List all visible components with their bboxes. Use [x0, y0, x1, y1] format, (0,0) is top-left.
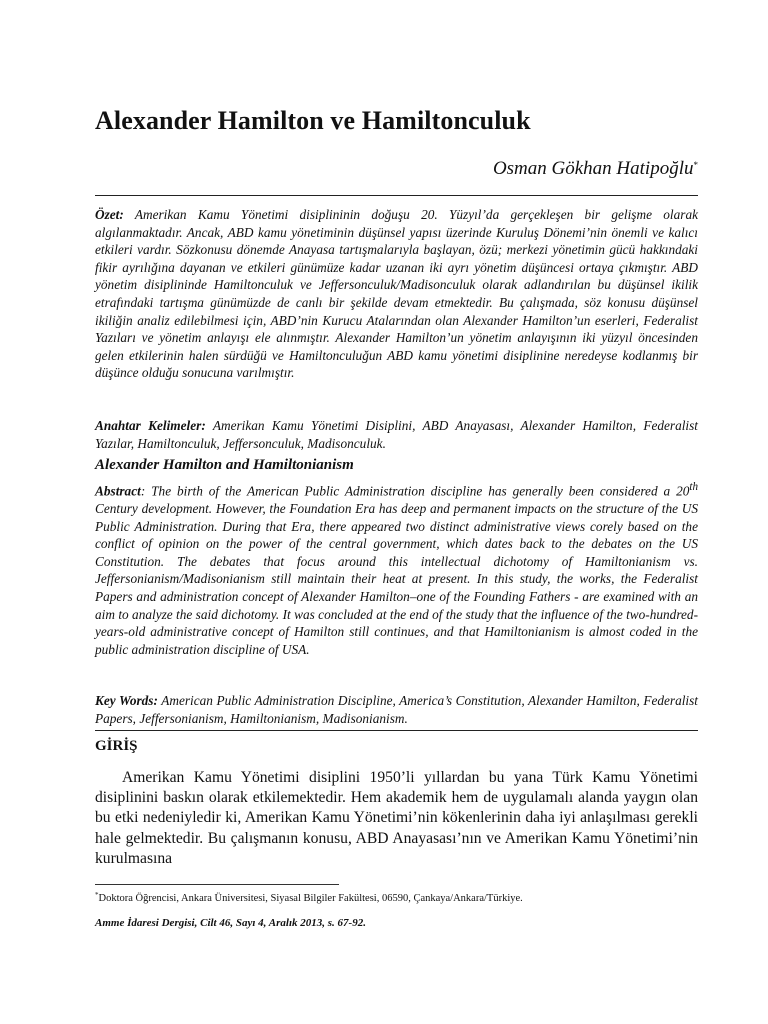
- ozet-label: Özet:: [95, 207, 124, 222]
- article-title: Alexander Hamilton ve Hamiltonculuk: [95, 106, 531, 135]
- ozet-text: Amerikan Kamu Yönetimi disiplininin doğuşu 20. Yüzyıl’da gerçekleşen bir gelişme olarak algılanmaktadır. Ancak, ABD kamu yönetiminin düşünsel yapısı üzerinde Kuruluş Dönemi’nin önemli ve kalıcı etkileri vardır. Sözkonusu dönemde Anayasa tartışmalarıyla başlayan, özü; merkezi yönetimin gücü hakkındaki fikir ayrılığına dayanan ve etkileri günümüze kadar uzanan iki ayrı yönetim düşüncesi ortaya çıkmıştır. ABD yönetim disiplininde Hamiltonculuk ve Jeffersonculuk/Madisonculuk olarak adlandırılan bu düşünsel ikilik etrafındaki tartışma günümüzde de canlı bir şekilde devam etmektedir. Bu çalışmada, söz konusu düşünsel ikiliğin analiz edilebilmesi için, ABD’nin Kurucu Atalarından olan Alexander Hamilton’un eserleri, Federalist Yazıları ve yönetim anlayışı ele alınmıştır. Alexander Hamilton’un yönetim anlayışının iki yüzyıl öncesinden gelen etkilerinin halen sürdüğü ve Hamiltonculuğun ABD kamu yönetimi disiplinine neredeyse kodlanmış bir düşünce olduğu sonucuna varılmıştır.: [95, 207, 698, 381]
- author-name: Osman Gökhan Hatipoğlu: [492, 158, 694, 179]
- keywords-label: Key Words:: [95, 693, 158, 708]
- keywords-text: American Public Administration Discipline, America’s Constitution, Alexander Hamilton, Federalist Papers, Jeffersonianism, Hamiltonianism, Madisonianism.: [95, 693, 698, 726]
- footnote: [95, 891, 698, 904]
- turkish-abstract: [95, 206, 698, 382]
- abstract-superscript: th: [689, 481, 698, 493]
- anahtar-label: Anahtar Kelimeler:: [95, 418, 206, 433]
- article-page: [95, 0, 698, 1024]
- english-abstract: [95, 479, 698, 658]
- anahtar-text: Amerikan Kamu Yönetimi Disiplini, ABD Anayasası, Alexander Hamilton, Federalist Yazılar, Hamiltonculuk, Jeffersonculuk, Madisonculuk.: [95, 418, 698, 451]
- abstract-label: Abstract: [95, 483, 141, 499]
- abstract-text-2: Century development. However, the Foundation Era has deep and permanent impacts on the structure of the US Public Administration. During that Era, there appeared two distinct administrative views corely based on the conflict of opinion on the power of the central government, which dates back to the debates on the US Constitution. The debates that focus around this intellectual dichotomy of Hamiltonianism vs. Jeffersonianism/Madisonianism still maintain their heat at present. In this study, the works, the Federalist Papers and administration concept of Alexander Hamilton–one of the Founding Fathers - are examined with an aim to analyze the said dichotomy. It was concluded at the end of the study that the influence of the two-hundred-years-old administrative concept of Hamilton still continues, and that Hamiltonianism is almost coded in the public administration discipline of USA.: [95, 501, 698, 657]
- top-rule: [95, 195, 698, 196]
- footnote-text: Doktora Öğrencisi, Ankara Üniversitesi, Siyasal Bilgiler Fakültesi, 06590, Çankaya/Ankara/Türkiye.: [98, 893, 523, 904]
- footnote-rule: [95, 884, 339, 885]
- english-keywords: [95, 692, 698, 727]
- author-footnote-mark: *: [693, 160, 698, 170]
- journal-citation: Amme İdaresi Dergisi, Cilt 46, Sayı 4, Aralık 2013, s. 67-92.: [95, 917, 366, 929]
- abstract-text-1: : The birth of the American Public Administration discipline has generally been considered a 20: [140, 483, 690, 499]
- turkish-keywords: [95, 417, 698, 452]
- footnote-mark: *: [95, 891, 99, 899]
- author-line: [493, 158, 698, 180]
- section-heading: GİRİŞ: [95, 738, 138, 754]
- english-title: Alexander Hamilton and Hamiltonianism: [95, 457, 354, 473]
- bottom-rule: [95, 730, 698, 731]
- body-paragraph: Amerikan Kamu Yönetimi disiplini 1950’li yıllardan bu yana Türk Kamu Yönetimi disiplinini baskın olarak etkilemektedir. Hem akademik hem de uygulamalı alanda yaygın olan bu etki nedeniyledir ki, Amerikan Kamu Yönetimi’nin kökenlerinin daha iyi anlaşılması gerekli hale gelmektedir. Bu çalışmanın konusu, ABD Anayasası’nın ve Amerikan Kamu Yönetimi’nin kurulmasına: [95, 769, 698, 867]
